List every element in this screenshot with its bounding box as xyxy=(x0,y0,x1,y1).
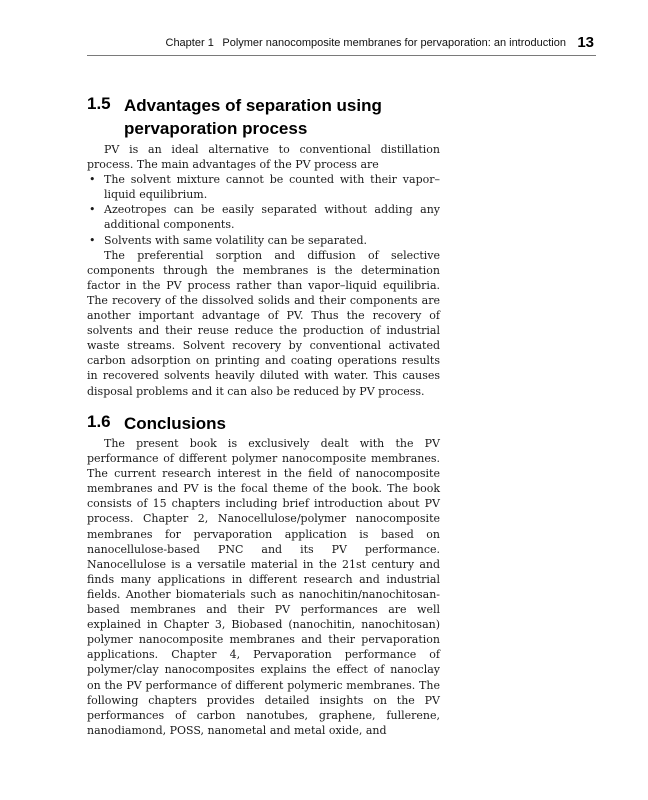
list-item: • The solvent mixture cannot be counted with their vapor–liquid equilibrium. xyxy=(89,173,440,202)
section-title: Advantages of separation using pervaporation process xyxy=(124,96,382,138)
section-1-5-body xyxy=(87,142,440,399)
bullet-icon: • xyxy=(89,173,96,187)
chapter-title: Chapter 1 Polymer nanocomposite membranes for pervaporation: an introduction xyxy=(165,37,566,49)
list-item: • Solvents with same volatility can be separated. xyxy=(89,233,368,247)
page-number: 13 xyxy=(577,34,594,51)
advantages-list xyxy=(87,172,440,247)
bullet-icon: • xyxy=(89,203,96,217)
bullet-icon: • xyxy=(89,233,96,247)
intro-paragraph: PV is an ideal alternative to conventional distillation process. The main advantages of the PV process are xyxy=(87,143,440,172)
list-item: • Azeotropes can be easily separated without adding any additional components. xyxy=(89,203,440,232)
running-header xyxy=(87,33,596,56)
body-paragraph: The present book is exclusively dealt with the PV performance of different polymer nanocomposite membranes. The current research interest in the field of nanocomposite membranes and PV is the focal theme of the book. The book consists of 15 chapters including brief introduction about PV process. Chapter 2, Nanocellulose/polymer nanocomposite membranes for pervaporation application is based on nanocellulose-based PNC and its PV performance. Nanocellulose is a versatile material in the 21st century and finds many applications in different research and industrial fields. Another biomaterials such as nanochitin/nanochitosan-based membranes and their PV performances are well explained in Chapter 3, Biobased (nanochitin, nanochitosan) polymer nanocomposite membranes and their pervaporation applications. Chapter 4, Pervaporation performance of polymer/clay nanocomposites explains the effect of nanoclay on the PV performance of different polymeric membranes. The following chapters provides detailed insights on the PV performances of carbon nanotubes, graphene, fullerene, nanodiamond, POSS, nanometal and metal oxide, and xyxy=(87,437,440,737)
section-number: 1.5 xyxy=(87,94,111,113)
section-1-6-body xyxy=(87,436,440,738)
section-title: Conclusions xyxy=(124,414,227,433)
section-number: 1.6 xyxy=(87,412,111,431)
body-paragraph: The preferential sorption and diffusion of selective components through the membranes is the determination factor in the PV process rather than vapor–liquid equilibria. The recovery of the dissolved solids and their components are another important advantage of PV. Thus the recovery of solvents and their reuse reduce the production of industrial waste streams. Solvent recovery by conventional activated carbon adsorption on printing and coating operations results in recovered solvents heavily diluted with water. This causes disposal problems and it can also be reduced by PV process. xyxy=(87,248,440,398)
